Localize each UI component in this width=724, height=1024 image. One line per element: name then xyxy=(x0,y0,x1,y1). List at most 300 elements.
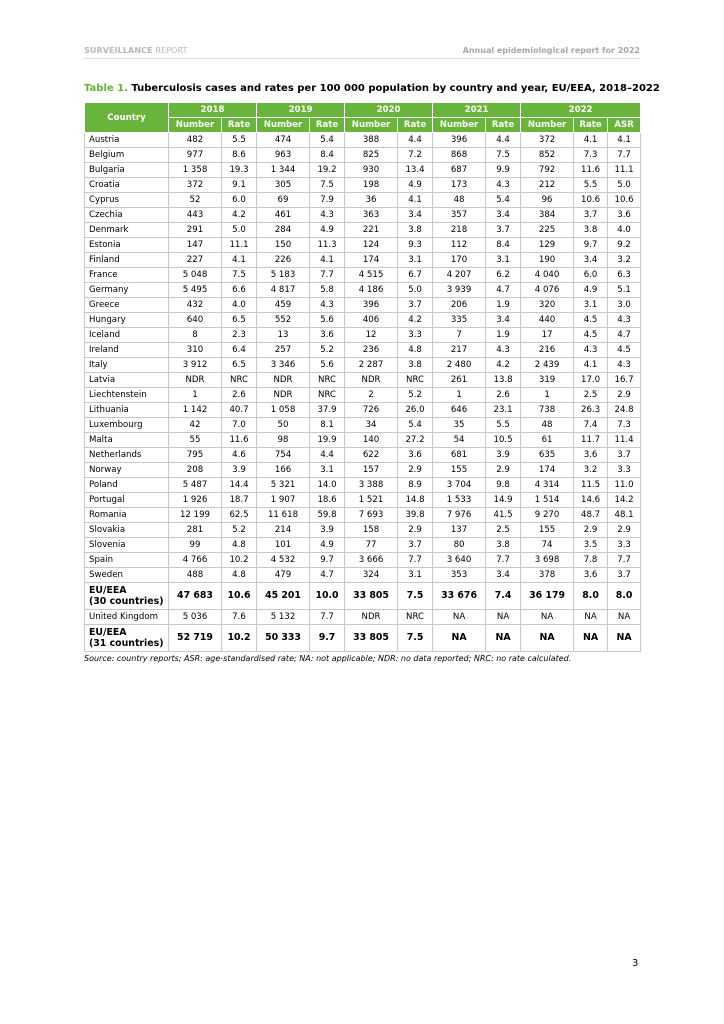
value-cell: 12 199 xyxy=(169,508,222,523)
year-header: 2018 xyxy=(169,103,257,118)
value-cell: 396 xyxy=(345,298,398,313)
value-cell: 3 912 xyxy=(169,358,222,373)
value-cell: 2.5 xyxy=(574,388,608,403)
value-cell: 62.5 xyxy=(222,508,257,523)
value-cell: 4 817 xyxy=(257,283,310,298)
value-cell: NA xyxy=(521,610,574,625)
value-cell: NA xyxy=(574,625,608,652)
country-cell: Finland xyxy=(85,253,169,268)
rate-header: Rate xyxy=(486,118,521,133)
value-cell: 310 xyxy=(169,343,222,358)
country-cell: Czechia xyxy=(85,208,169,223)
value-cell: 5.0 xyxy=(608,178,641,193)
value-cell: NDR xyxy=(257,373,310,388)
value-cell: 3.7 xyxy=(608,568,641,583)
value-cell: 39.8 xyxy=(398,508,433,523)
table-row xyxy=(85,253,641,268)
value-cell: 16.7 xyxy=(608,373,641,388)
value-cell: 8.6 xyxy=(222,148,257,163)
table-row xyxy=(85,148,641,163)
value-cell: 825 xyxy=(345,148,398,163)
value-cell: 212 xyxy=(521,178,574,193)
value-cell: 1 533 xyxy=(433,493,486,508)
value-cell: 384 xyxy=(521,208,574,223)
value-cell: 12 xyxy=(345,328,398,343)
value-cell: 7.0 xyxy=(222,418,257,433)
value-cell: 372 xyxy=(521,133,574,148)
value-cell: 291 xyxy=(169,223,222,238)
value-cell: 14.0 xyxy=(310,478,345,493)
value-cell: 9 270 xyxy=(521,508,574,523)
table-row xyxy=(85,193,641,208)
country-cell: Latvia xyxy=(85,373,169,388)
country-cell: EU/EEA (31 countries) xyxy=(85,625,169,652)
country-cell: Italy xyxy=(85,358,169,373)
table-row xyxy=(85,238,641,253)
value-cell: 2 287 xyxy=(345,358,398,373)
value-cell: 4.7 xyxy=(310,568,345,583)
value-cell: 24.8 xyxy=(608,403,641,418)
value-cell: 158 xyxy=(345,523,398,538)
value-cell: 54 xyxy=(433,433,486,448)
value-cell: 1 058 xyxy=(257,403,310,418)
value-cell: 17.0 xyxy=(574,373,608,388)
value-cell: 305 xyxy=(257,178,310,193)
country-cell: Estonia xyxy=(85,238,169,253)
country-cell: Belgium xyxy=(85,148,169,163)
value-cell: 482 xyxy=(169,133,222,148)
country-cell: Romania xyxy=(85,508,169,523)
value-cell: 5.5 xyxy=(222,133,257,148)
value-cell: 388 xyxy=(345,133,398,148)
value-cell: 1 358 xyxy=(169,163,222,178)
number-header: Number xyxy=(521,118,574,133)
value-cell: 9.1 xyxy=(222,178,257,193)
value-cell: 4.2 xyxy=(222,208,257,223)
value-cell: 2.6 xyxy=(222,388,257,403)
value-cell: 930 xyxy=(345,163,398,178)
value-cell: 5.2 xyxy=(398,388,433,403)
value-cell: 3.9 xyxy=(222,463,257,478)
table-row xyxy=(85,313,641,328)
value-cell: 2.9 xyxy=(486,463,521,478)
value-cell: 4.1 xyxy=(222,253,257,268)
year-header: 2022 xyxy=(521,103,641,118)
value-cell: 1 907 xyxy=(257,493,310,508)
country-cell: Hungary xyxy=(85,313,169,328)
value-cell: 6.6 xyxy=(222,283,257,298)
table-row xyxy=(85,268,641,283)
value-cell: 26.3 xyxy=(574,403,608,418)
value-cell: 226 xyxy=(257,253,310,268)
value-cell: 3.8 xyxy=(574,223,608,238)
value-cell: 2.6 xyxy=(486,388,521,403)
value-cell: 5 183 xyxy=(257,268,310,283)
value-cell: 4.9 xyxy=(310,223,345,238)
value-cell: 7.8 xyxy=(574,553,608,568)
value-cell: 9.8 xyxy=(486,478,521,493)
value-cell: 157 xyxy=(345,463,398,478)
value-cell: 5 132 xyxy=(257,610,310,625)
value-cell: 7.2 xyxy=(398,148,433,163)
value-cell: 217 xyxy=(433,343,486,358)
table-row xyxy=(85,610,641,625)
value-cell: 10.6 xyxy=(222,583,257,610)
value-cell: 7.5 xyxy=(398,583,433,610)
value-cell: 5.5 xyxy=(486,418,521,433)
value-cell: 5 487 xyxy=(169,478,222,493)
value-cell: 1 926 xyxy=(169,493,222,508)
table-caption-title: Tuberculosis cases and rates per 100 000 population by country and year, EU/EEA, 2018–2022 xyxy=(127,83,660,94)
table-row xyxy=(85,463,641,478)
value-cell: NA xyxy=(608,625,641,652)
country-cell: Lithuania xyxy=(85,403,169,418)
value-cell: 622 xyxy=(345,448,398,463)
value-cell: 320 xyxy=(521,298,574,313)
value-cell: 4 766 xyxy=(169,553,222,568)
value-cell: 40.7 xyxy=(222,403,257,418)
value-cell: 3.9 xyxy=(486,448,521,463)
value-cell: NA xyxy=(433,625,486,652)
value-cell: 19.3 xyxy=(222,163,257,178)
country-cell: Malta xyxy=(85,433,169,448)
value-cell: 225 xyxy=(521,223,574,238)
value-cell: 4.2 xyxy=(398,313,433,328)
value-cell: 7.3 xyxy=(574,148,608,163)
value-cell: 48 xyxy=(433,193,486,208)
table-row xyxy=(85,133,641,148)
value-cell: 3.6 xyxy=(310,328,345,343)
value-cell: 3.8 xyxy=(398,358,433,373)
value-cell: 7.7 xyxy=(486,553,521,568)
value-cell: 432 xyxy=(169,298,222,313)
value-cell: 35 xyxy=(433,418,486,433)
value-cell: 10.5 xyxy=(486,433,521,448)
value-cell: 552 xyxy=(257,313,310,328)
value-cell: 1 521 xyxy=(345,493,398,508)
value-cell: 4.3 xyxy=(608,358,641,373)
country-cell: Cyprus xyxy=(85,193,169,208)
table-row xyxy=(85,373,641,388)
value-cell: 3.7 xyxy=(398,298,433,313)
country-cell: Slovenia xyxy=(85,538,169,553)
value-cell: 13.4 xyxy=(398,163,433,178)
value-cell: NRC xyxy=(310,373,345,388)
value-cell: 284 xyxy=(257,223,310,238)
value-cell: 9.2 xyxy=(608,238,641,253)
country-cell: Germany xyxy=(85,283,169,298)
value-cell: 4.3 xyxy=(486,178,521,193)
table-row xyxy=(85,298,641,313)
table-row xyxy=(85,553,641,568)
country-column-header: Country xyxy=(85,103,169,133)
value-cell: 4.4 xyxy=(486,133,521,148)
table-caption-number: Table 1. xyxy=(84,83,128,94)
value-cell: 4.2 xyxy=(486,358,521,373)
value-cell: 34 xyxy=(345,418,398,433)
value-cell: 1 142 xyxy=(169,403,222,418)
value-cell: 3 666 xyxy=(345,553,398,568)
value-cell: 738 xyxy=(521,403,574,418)
value-cell: 335 xyxy=(433,313,486,328)
value-cell: NA xyxy=(574,610,608,625)
value-cell: 5.4 xyxy=(486,193,521,208)
value-cell: NRC xyxy=(222,373,257,388)
value-cell: 257 xyxy=(257,343,310,358)
value-cell: 7.7 xyxy=(310,268,345,283)
rate-header: Rate xyxy=(310,118,345,133)
value-cell: 7.4 xyxy=(574,418,608,433)
value-cell: 2 xyxy=(345,388,398,403)
value-cell: 4.8 xyxy=(222,568,257,583)
value-cell: 96 xyxy=(521,193,574,208)
value-cell: 208 xyxy=(169,463,222,478)
value-cell: 4 076 xyxy=(521,283,574,298)
value-cell: 5.4 xyxy=(310,133,345,148)
value-cell: 147 xyxy=(169,238,222,253)
value-cell: 9.9 xyxy=(486,163,521,178)
table-row xyxy=(85,418,641,433)
value-cell: 174 xyxy=(345,253,398,268)
value-cell: 4.3 xyxy=(310,298,345,313)
value-cell: 2.9 xyxy=(608,388,641,403)
value-cell: 74 xyxy=(521,538,574,553)
value-cell: 69 xyxy=(257,193,310,208)
value-cell: NRC xyxy=(398,610,433,625)
value-cell: 9.7 xyxy=(310,553,345,568)
value-cell: 7.7 xyxy=(310,610,345,625)
value-cell: 33 805 xyxy=(345,583,398,610)
country-cell: Portugal xyxy=(85,493,169,508)
value-cell: 4.9 xyxy=(398,178,433,193)
value-cell: 7.7 xyxy=(608,553,641,568)
value-cell: 216 xyxy=(521,343,574,358)
value-cell: 214 xyxy=(257,523,310,538)
value-cell: 5 495 xyxy=(169,283,222,298)
value-cell: 1 xyxy=(521,388,574,403)
value-cell: 14.6 xyxy=(574,493,608,508)
table-row xyxy=(85,568,641,583)
value-cell: 10.2 xyxy=(222,625,257,652)
value-cell: 5.4 xyxy=(398,418,433,433)
value-cell: 11.6 xyxy=(574,163,608,178)
value-cell: 3 704 xyxy=(433,478,486,493)
value-cell: 170 xyxy=(433,253,486,268)
value-cell: 363 xyxy=(345,208,398,223)
table-row xyxy=(85,178,641,193)
value-cell: 11.4 xyxy=(608,433,641,448)
value-cell: 357 xyxy=(433,208,486,223)
value-cell: 7 976 xyxy=(433,508,486,523)
value-cell: NDR xyxy=(345,373,398,388)
value-cell: 4.3 xyxy=(608,313,641,328)
value-cell: 4.6 xyxy=(222,448,257,463)
value-cell: 3.2 xyxy=(574,463,608,478)
value-cell: 5 048 xyxy=(169,268,222,283)
value-cell: 687 xyxy=(433,163,486,178)
value-cell: 6.5 xyxy=(222,313,257,328)
value-cell: 206 xyxy=(433,298,486,313)
value-cell: 11.7 xyxy=(574,433,608,448)
value-cell: 13 xyxy=(257,328,310,343)
table-row xyxy=(85,343,641,358)
value-cell: 52 719 xyxy=(169,625,222,652)
country-cell: France xyxy=(85,268,169,283)
country-cell: EU/EEA (30 countries) xyxy=(85,583,169,610)
number-header: Number xyxy=(345,118,398,133)
value-cell: 48 xyxy=(521,418,574,433)
value-cell: 98 xyxy=(257,433,310,448)
value-cell: 33 805 xyxy=(345,625,398,652)
value-cell: 3.4 xyxy=(486,208,521,223)
value-cell: 11.3 xyxy=(310,238,345,253)
value-cell: 3.9 xyxy=(310,523,345,538)
value-cell: 10.6 xyxy=(574,193,608,208)
value-cell: 281 xyxy=(169,523,222,538)
value-cell: 59.8 xyxy=(310,508,345,523)
value-cell: 3.1 xyxy=(398,253,433,268)
value-cell: 11.1 xyxy=(222,238,257,253)
value-cell: 4 186 xyxy=(345,283,398,298)
value-cell: 4.8 xyxy=(222,538,257,553)
value-cell: 4.1 xyxy=(574,358,608,373)
rate-header: Rate xyxy=(574,118,608,133)
value-cell: 137 xyxy=(433,523,486,538)
value-cell: 2.5 xyxy=(486,523,521,538)
value-cell: 50 xyxy=(257,418,310,433)
value-cell: 3 698 xyxy=(521,553,574,568)
value-cell: 2.9 xyxy=(398,463,433,478)
report-series-bold: SURVEILLANCE xyxy=(84,46,153,55)
value-cell: 3 346 xyxy=(257,358,310,373)
rate-header: Rate xyxy=(398,118,433,133)
value-cell: 101 xyxy=(257,538,310,553)
value-cell: 443 xyxy=(169,208,222,223)
value-cell: 3.7 xyxy=(486,223,521,238)
value-cell: 11.0 xyxy=(608,478,641,493)
country-cell: Norway xyxy=(85,463,169,478)
value-cell: NA xyxy=(521,625,574,652)
value-cell: 14.9 xyxy=(486,493,521,508)
value-cell: 37.9 xyxy=(310,403,345,418)
year-header: 2019 xyxy=(257,103,345,118)
value-cell: 353 xyxy=(433,568,486,583)
report-title: Annual epidemiological report for 2022 xyxy=(462,46,640,55)
value-cell: 7.5 xyxy=(222,268,257,283)
value-cell: 6.0 xyxy=(574,268,608,283)
country-cell: Slovakia xyxy=(85,523,169,538)
value-cell: 3.1 xyxy=(310,463,345,478)
table-row xyxy=(85,163,641,178)
value-cell: 4 314 xyxy=(521,478,574,493)
value-cell: 3 388 xyxy=(345,478,398,493)
value-cell: 372 xyxy=(169,178,222,193)
value-cell: 7 693 xyxy=(345,508,398,523)
value-cell: 4.5 xyxy=(574,328,608,343)
value-cell: 3.7 xyxy=(608,448,641,463)
value-cell: 41.5 xyxy=(486,508,521,523)
value-cell: 5.8 xyxy=(310,283,345,298)
value-cell: 19.9 xyxy=(310,433,345,448)
value-cell: 6.5 xyxy=(222,358,257,373)
value-cell: 3 640 xyxy=(433,553,486,568)
value-cell: 3.3 xyxy=(608,538,641,553)
value-cell: 378 xyxy=(521,568,574,583)
country-cell: Spain xyxy=(85,553,169,568)
value-cell: 77 xyxy=(345,538,398,553)
country-cell: Luxembourg xyxy=(85,418,169,433)
value-cell: 681 xyxy=(433,448,486,463)
value-cell: 8.9 xyxy=(398,478,433,493)
value-cell: 9.3 xyxy=(398,238,433,253)
value-cell: 2 480 xyxy=(433,358,486,373)
value-cell: 48.1 xyxy=(608,508,641,523)
value-cell: 7.6 xyxy=(222,610,257,625)
table-row xyxy=(85,493,641,508)
report-series-light: REPORT xyxy=(152,46,188,55)
table-body xyxy=(85,133,641,652)
value-cell: 80 xyxy=(433,538,486,553)
country-cell: United Kingdom xyxy=(85,610,169,625)
value-cell: 4.9 xyxy=(574,283,608,298)
value-cell: 754 xyxy=(257,448,310,463)
country-cell: Greece xyxy=(85,298,169,313)
value-cell: 5.0 xyxy=(222,223,257,238)
table-row xyxy=(85,208,641,223)
value-cell: 1 xyxy=(433,388,486,403)
value-cell: 11 618 xyxy=(257,508,310,523)
table-source-note: Source: country reports; ASR: age-standardised rate; NA: not applicable; NDR: no data reported; NRC: no rate calculated. xyxy=(84,654,572,663)
value-cell: 5.2 xyxy=(310,343,345,358)
value-cell: 7.9 xyxy=(310,193,345,208)
value-cell: 4 040 xyxy=(521,268,574,283)
value-cell: 4.4 xyxy=(398,133,433,148)
value-cell: 3.8 xyxy=(486,538,521,553)
value-cell: 319 xyxy=(521,373,574,388)
value-cell: 3.1 xyxy=(574,298,608,313)
value-cell: 4.1 xyxy=(398,193,433,208)
value-cell: 9.7 xyxy=(310,625,345,652)
value-cell: 3.4 xyxy=(486,313,521,328)
value-cell: 6.7 xyxy=(398,268,433,283)
value-cell: NDR xyxy=(345,610,398,625)
value-cell: 5 036 xyxy=(169,610,222,625)
value-cell: 13.8 xyxy=(486,373,521,388)
value-cell: 406 xyxy=(345,313,398,328)
table-row xyxy=(85,358,641,373)
value-cell: 11.6 xyxy=(222,433,257,448)
value-cell: 3.6 xyxy=(398,448,433,463)
value-cell: 11.1 xyxy=(608,163,641,178)
value-cell: 236 xyxy=(345,343,398,358)
value-cell: 155 xyxy=(433,463,486,478)
value-cell: 8.1 xyxy=(310,418,345,433)
page-number: 3 xyxy=(632,958,639,969)
table-row xyxy=(85,448,641,463)
value-cell: 26.0 xyxy=(398,403,433,418)
value-cell: 792 xyxy=(521,163,574,178)
value-cell: 7.3 xyxy=(608,418,641,433)
value-cell: 646 xyxy=(433,403,486,418)
country-cell: Croatia xyxy=(85,178,169,193)
value-cell: 5.1 xyxy=(608,283,641,298)
value-cell: 640 xyxy=(169,313,222,328)
value-cell: 190 xyxy=(521,253,574,268)
value-cell: 3.4 xyxy=(574,253,608,268)
value-cell: 3.7 xyxy=(574,208,608,223)
value-cell: 440 xyxy=(521,313,574,328)
header-divider xyxy=(84,58,640,59)
